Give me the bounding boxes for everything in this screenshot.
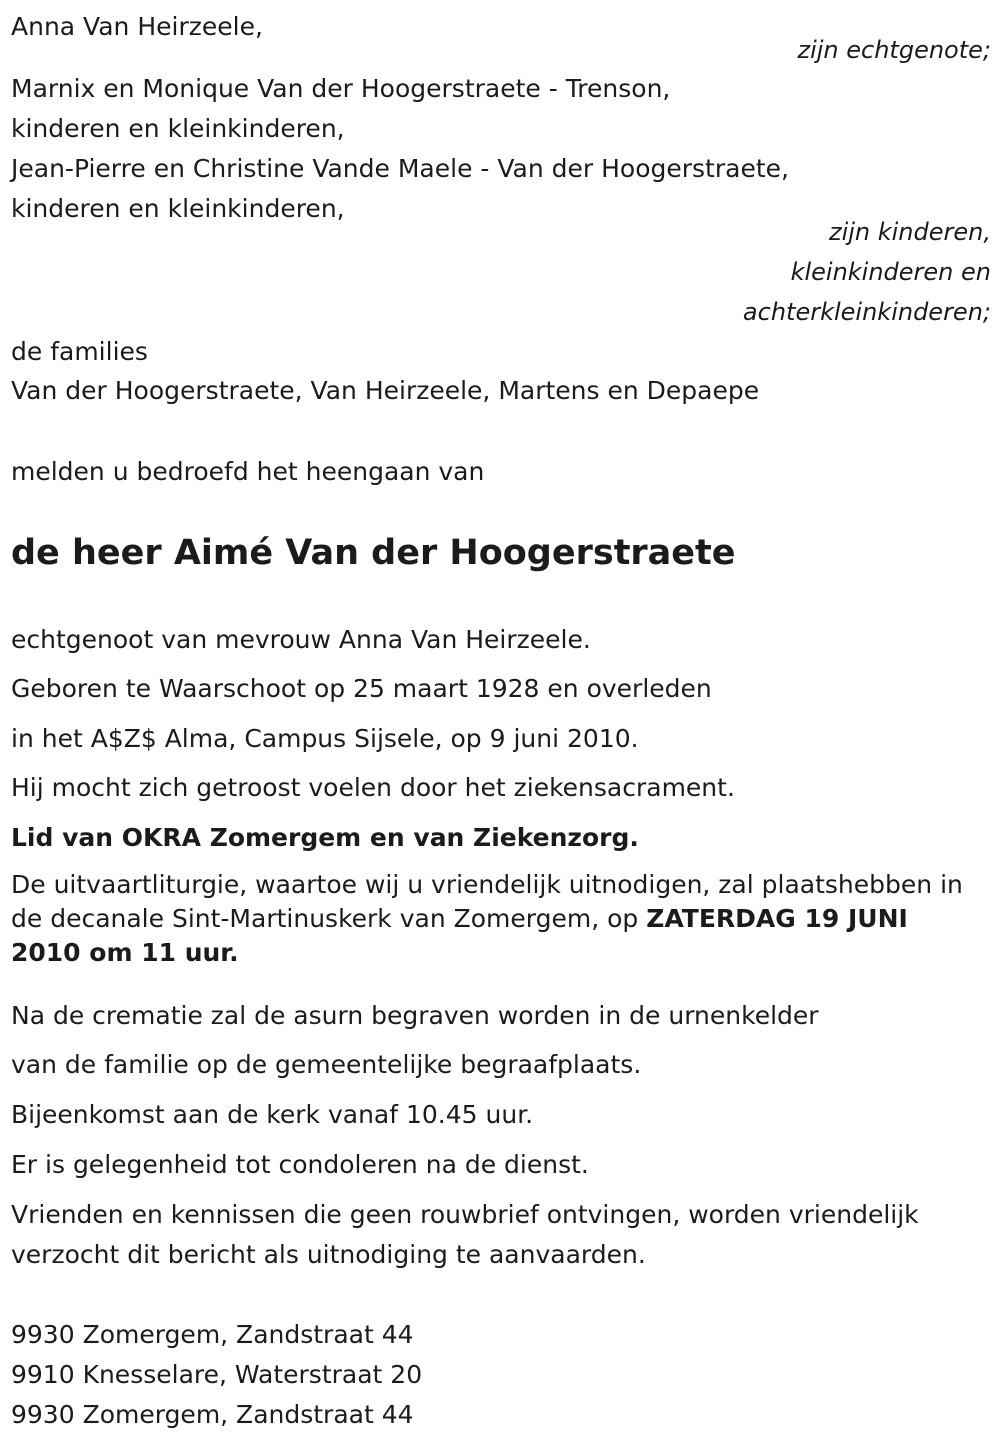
detail-cremation: Na de crematie zal de asurn begraven worden in de urnenkelder	[11, 1001, 819, 1030]
family-grandchildren-2: kinderen en kleinkinderen,	[11, 194, 345, 223]
detail-born: Geboren te Waarschoot op 25 maart 1928 en overleden	[11, 674, 712, 703]
deceased-name: de heer Aimé Van der Hoogerstraete	[11, 533, 736, 573]
detail-spouse: echtgenoot van mevrouw Anna Van Heirzeele.	[11, 625, 591, 654]
families-list: Van der Hoogerstraete, Van Heirzeele, Martens en Depaepe	[11, 376, 760, 405]
funeral-date: ZATERDAG 19 JUNI 2010 om 11 uur.	[11, 904, 908, 967]
detail-membership: Lid van OKRA Zomergem en van Ziekenzorg.	[11, 823, 639, 852]
detail-invitation: Vrienden en kennissen die geen rouwbrief ontvingen, worden vriendelijk verzocht dit bericht als uitnodiging te aanvaarden.	[11, 1200, 919, 1269]
family-child-2: Jean-Pierre en Christine Vande Maele - Van der Hoogerstraete,	[11, 154, 789, 183]
note-grandchildren: kleinkinderen en	[790, 258, 991, 286]
detail-cemetery: van de familie op de gemeentelijke begraafplaats.	[11, 1050, 642, 1079]
address-3: 9930 Zomergem, Zandstraat 44	[11, 1400, 414, 1429]
detail-condolences: Er is gelegenheid tot condoleren na de dienst.	[11, 1150, 589, 1179]
address-2: 9910 Knesselare, Waterstraat 20	[11, 1360, 423, 1389]
address-1: 9930 Zomergem, Zandstraat 44	[11, 1320, 414, 1349]
note-children: zijn kinderen,	[828, 218, 991, 246]
note-spouse: zijn echtgenote;	[797, 36, 991, 64]
note-great-grandchildren: achterkleinkinderen;	[742, 298, 991, 326]
detail-died: in het A$Z$ Alma, Campus Sijsele, op 9 juni 2010.	[11, 724, 639, 753]
family-grandchildren-1: kinderen en kleinkinderen,	[11, 114, 345, 143]
family-spouse: Anna Van Heirzeele,	[11, 12, 263, 41]
detail-funeral	[11, 868, 986, 970]
family-child-1: Marnix en Monique Van der Hoogerstraete - Trenson,	[11, 74, 671, 103]
detail-meeting: Bijeenkomst aan de kerk vanaf 10.45 uur.	[11, 1100, 534, 1129]
families-label: de families	[11, 337, 148, 366]
detail-sacrament: Hij mocht zich getroost voelen door het ziekensacrament.	[11, 773, 735, 802]
announcement: melden u bedroefd het heengaan van	[11, 457, 485, 486]
funeral-text: De uitvaartliturgie, waartoe wij u vriendelijk uitnodigen, zal plaatshebben in de decanale Sint-Martinuskerk van Zomergem, op	[11, 870, 963, 933]
